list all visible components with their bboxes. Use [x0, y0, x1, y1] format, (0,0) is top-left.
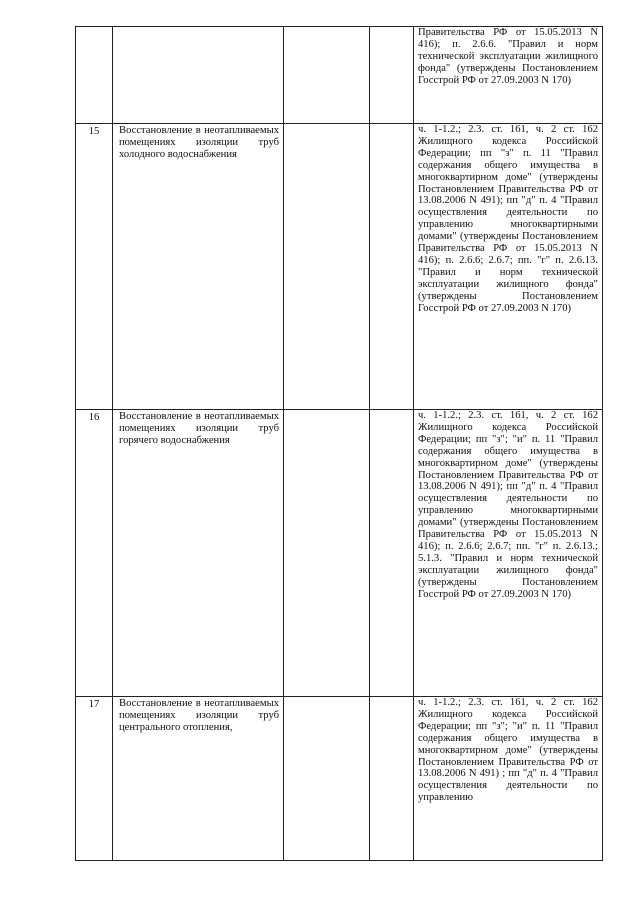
row-number-cell: [76, 27, 113, 124]
legal-basis-cell: [414, 27, 603, 124]
work-description: Восстановление в неотапливаемых помещениях изоляции труб горячего водоснабжения: [119, 411, 279, 446]
row-number-cell: [76, 124, 113, 410]
empty-cell: [370, 124, 414, 410]
row-number: [76, 27, 112, 29]
empty-cell: [284, 697, 370, 861]
legal-basis: ч. 1-1.2.; 2.3. ст. 161, ч. 2 ст. 162 Жилищного кодекса Российской Федерации; пп "з" п. 11 "Правил содержания общего имущества в многоквартирном доме" (утверждены Постановлением Правительства РФ от 13.08.2006 N 491); пп "д" п. 4 "Правил осуществления деятельности по управлению многоквартирными домами" (утверждены Постановлением Правительства РФ от 15.05.2013 N 416); п. 2.6.6; 2.6.7; пп. "г" п. 2.6.13. "Правил и норм технической эксплуатации жилищного фонда" (утверждены Постановлением Госстрой РФ от 27.09.2003 N 170): [418, 124, 598, 314]
empty-cell: [370, 410, 414, 697]
work-description-cell: [113, 124, 284, 410]
row-number-cell: [76, 697, 113, 861]
table-row: [76, 124, 603, 410]
work-description: Восстановление в неотапливаемых помещениях изоляции труб центрального отопления,: [119, 698, 279, 733]
legal-basis-cell: [414, 410, 603, 697]
work-description-cell: [113, 697, 284, 861]
table-row: [76, 410, 603, 697]
empty-cell: [370, 697, 414, 861]
row-number: 17: [88, 699, 100, 710]
table-row: [76, 27, 603, 124]
row-number-cell: [76, 410, 113, 697]
work-description: [113, 27, 283, 28]
row-number: 15: [88, 126, 100, 137]
empty-cell: [284, 27, 370, 124]
regulation-table: [75, 26, 603, 861]
legal-basis: ч. 1-1.2.; 2.3. ст. 161, ч. 2 ст. 162 Жилищного кодекса Российской Федерации; пп "з"; "и" п. 11 "Правил содержания общего имущества в многоквартирном доме" (утверждены Постановлением Правительства РФ от 13.08.2006 N 491); пп "д" п. 4 "Правил осуществления деятельности по управлению многоквартирными домами" (утверждены Постановлением Правительства РФ от 15.05.2013 N 416); п. 2.6.6; 2.6.7; пп. "г" п. 2.6.13.; 5.1.3. "Правил и норм технической эксплуатации жилищного фонда" (утверждены Постановлением Госстрой РФ от 27.09.2003 N 170): [418, 410, 598, 600]
legal-basis: Правительства РФ от 15.05.2013 N 416); п. 2.6.6. "Правил и норм технической эксплуатации жилищного фонда" (утверждены Постановлением Госстрой РФ от 27.09.2003 N 170): [418, 27, 598, 86]
empty-cell: [370, 27, 414, 124]
legal-basis-cell: [414, 124, 603, 410]
legal-basis-cell: [414, 697, 603, 861]
work-description-cell: [113, 410, 284, 697]
work-description-cell: [113, 27, 284, 124]
empty-cell: [284, 124, 370, 410]
row-number: 16: [88, 412, 100, 423]
legal-basis: ч. 1-1.2.; 2.3. ст. 161, ч. 2 ст. 162 Жилищного кодекса Российской Федерации; пп "з"; "и" п. 11 "Правил содержания общего имущества в многоквартирном доме" (утверждены Постановлением Правительства РФ от 13.08.2006 N 491) ; пп "д" п. 4 "Правил осуществления деятельности по управлению: [418, 697, 598, 804]
empty-cell: [284, 410, 370, 697]
work-description: Восстановление в неотапливаемых помещениях изоляции труб холодного водоснабжения: [119, 125, 279, 160]
table-row: [76, 697, 603, 861]
